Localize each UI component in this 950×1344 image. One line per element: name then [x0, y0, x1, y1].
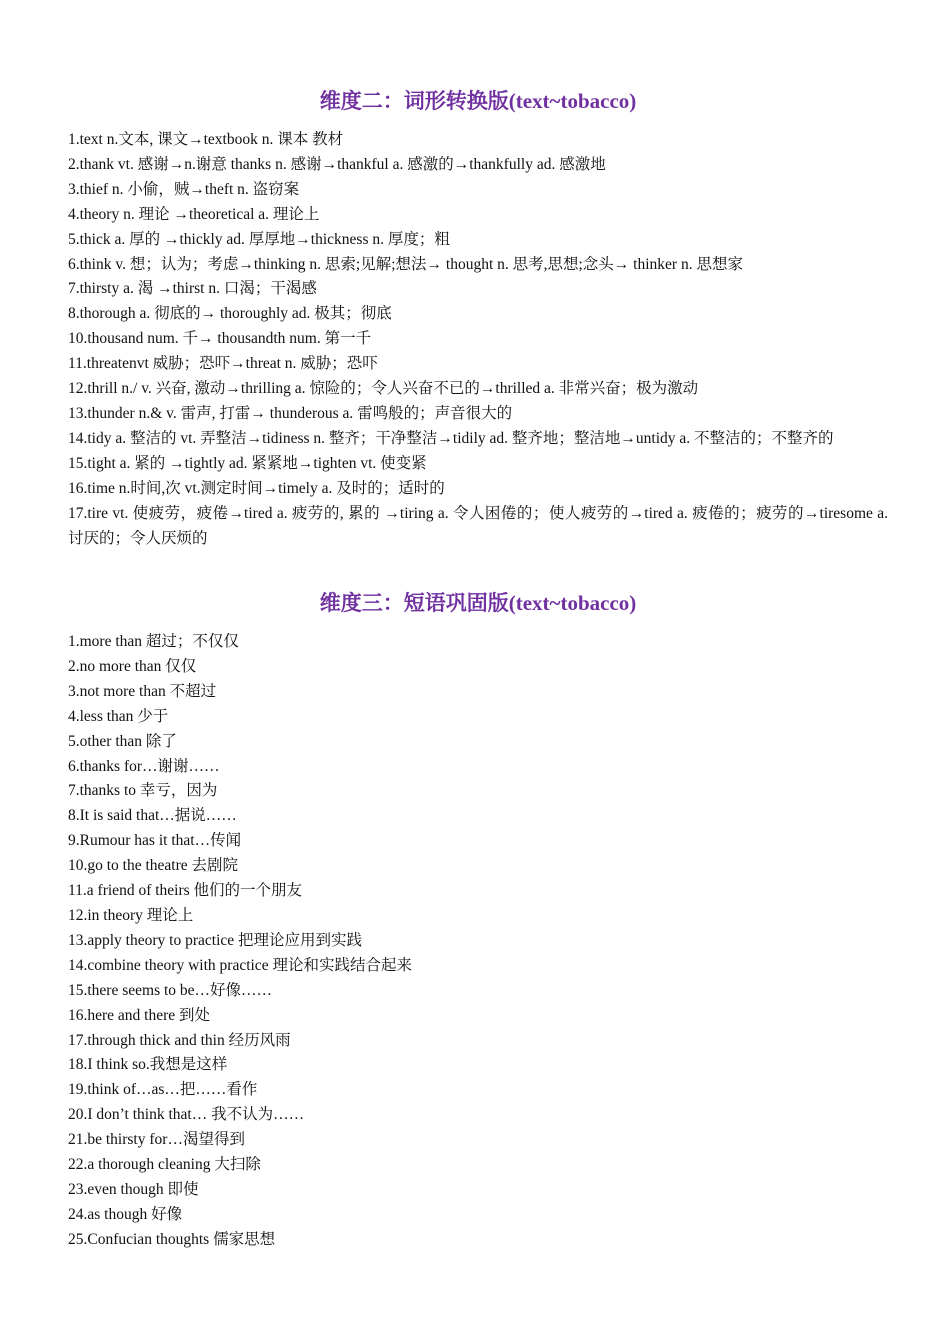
list-item: 5.thick a. 厚的 →thickly ad. 厚厚地→thickness n. 厚度；粗	[68, 230, 450, 248]
list-item: 12.in theory 理论上	[68, 906, 194, 924]
list-item: 18.I think so.我想是这样	[68, 1056, 228, 1074]
list-item: 17.through thick and thin 经历风雨	[68, 1031, 291, 1049]
section-word-forms	[68, 84, 888, 551]
list-item: 19.think of…as…把……看作	[68, 1081, 258, 1099]
list-item: 21.be thirsty for…渴望得到	[68, 1131, 245, 1149]
list-item: 14.combine theory with practice 理论和实践结合起来	[68, 956, 412, 974]
list-item: 12.thrill n./ v. 兴奋, 激动→thrilling a. 惊险的；令人兴奋不已的→thrilled a. 非常兴奋；极为激动	[68, 380, 699, 398]
list-item: 4.less than 少于	[68, 707, 169, 725]
list-item: 2.thank vt. 感谢→n.谢意 thanks n. 感谢→thankful a. 感激的→thankfully ad. 感激地	[68, 155, 606, 173]
word-form-list	[68, 128, 888, 551]
list-item: 8.thorough a. 彻底的→ thoroughly ad. 极其；彻底	[68, 305, 392, 323]
list-item: 14.tidy a. 整洁的 vt. 弄整洁→tidiness n. 整齐；干净整洁→tidily ad. 整齐地；整洁地→untidy a. 不整洁的；不整齐的	[68, 429, 834, 447]
list-item: 7.thirsty a. 渴 →thirst n. 口渴；干渴感	[68, 280, 317, 298]
list-item: 23.even though 即使	[68, 1180, 199, 1198]
list-item: 10.go to the theatre 去剧院	[68, 857, 239, 875]
list-item: 10.thousand num. 千→ thousandth num. 第一千	[68, 330, 372, 348]
list-item: 16.time n.时间,次 vt.测定时间→timely a. 及时的；适时的	[68, 479, 445, 497]
list-item: 1.more than 超过；不仅仅	[68, 633, 239, 650]
list-item: 5.other than 除了	[68, 732, 177, 750]
list-item: 11.a friend of theirs 他们的一个朋友	[68, 882, 303, 900]
list-item: 17.tire vt. 使疲劳，疲倦→tired a. 疲劳的, 累的 →tiring a. 令人困倦的；使人疲劳的→tired a. 疲倦的；疲劳的→tiresome a. 讨厌的；令人厌烦的	[68, 504, 888, 547]
list-item: 15.there seems to be…好像……	[68, 981, 273, 999]
list-item: 6.thanks for…谢谢……	[68, 757, 220, 775]
list-item: 13.thunder n.& v. 雷声, 打雷→ thunderous a. 雷鸣般的；声音很大的	[68, 404, 513, 422]
list-item: 22.a thorough cleaning 大扫除	[68, 1156, 261, 1174]
list-item: 2.no more than 仅仅	[68, 657, 197, 675]
list-item: 20.I don’t think that… 我不认为……	[68, 1106, 305, 1124]
list-item: 3.thief n. 小偷，贼→theft n. 盗窃案	[68, 180, 300, 198]
section-title: 维度二：词形转换版(text~tobacco)	[319, 89, 637, 113]
list-item: 11.threatenvt 威胁；恐吓→threat n. 威胁；恐吓	[68, 355, 378, 373]
list-item: 13.apply theory to practice 把理论应用到实践	[68, 931, 363, 949]
list-item: 24.as though 好像	[68, 1205, 183, 1223]
list-item: 3.not more than 不超过	[68, 682, 217, 700]
list-item: 1.text n.文本, 课文→textbook n. 课本 教材	[68, 131, 344, 148]
list-item: 25.Confucian thoughts 儒家思想	[68, 1230, 276, 1248]
phrase-list	[68, 630, 888, 1253]
section-title: 维度三：短语巩固版(text~tobacco)	[319, 591, 637, 615]
list-item: 8.It is said that…据说……	[68, 807, 237, 825]
list-item: 16.here and there 到处	[68, 1006, 211, 1024]
section-phrases	[68, 586, 888, 1253]
list-item: 15.tight a. 紧的 →tightly ad. 紧紧地→tighten vt. 使变紧	[68, 454, 427, 472]
list-item: 6.think v. 想；认为；考虑→thinking n. 思索;见解;想法→ thought n. 思考,思想;念头→ thinker n. 思想家	[68, 255, 743, 273]
list-item: 7.thanks to 幸亏，因为	[68, 782, 218, 800]
list-item: 4.theory n. 理论 →theoretical a. 理论上	[68, 205, 320, 223]
list-item: 9.Rumour has it that…传闻	[68, 832, 242, 850]
